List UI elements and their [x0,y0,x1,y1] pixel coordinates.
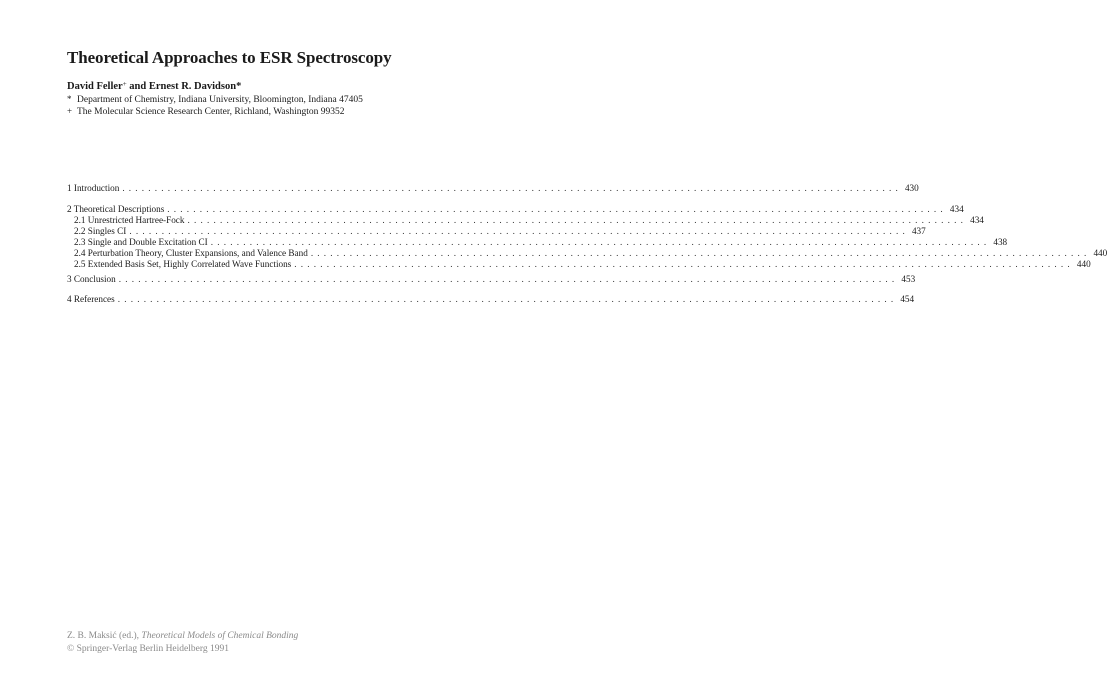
author-line [67,80,241,92]
toc-page-number: 454 [900,294,915,304]
toc-entry-label: 2.1 Unrestricted Hartree-Fock [74,215,185,225]
toc-entry-label: 4 References [67,294,115,304]
copyright-line: © Springer-Verlag Berlin Heidelberg 1991 [67,644,229,654]
book-title: Theoretical Models of Chemical Bonding [141,631,299,641]
book-editor: Z. B. Maksić (ed.), [67,631,140,641]
toc-leader-dots: ........................................................................................................................ [122,183,902,193]
affiliation [67,106,345,117]
toc-leader-dots: ........................................................................................................................ [118,274,899,284]
toc-page-number: 437 [911,226,926,236]
author-name: David Feller [67,81,123,92]
toc-entry [67,259,1091,271]
toc-entry-label: 2 Theoretical Descriptions [67,204,165,214]
toc-leader-dots: ........................................................................................................................ [167,204,947,214]
toc-entry-label: 2.3 Single and Double Excitation CI [74,237,208,247]
affiliation-mark: * [67,94,72,104]
affiliation-text: The Molecular Science Research Center, Richland, Washington 99352 [77,107,345,117]
affiliation-text: Department of Chemistry, Indiana University, Bloomington, Indiana 47405 [77,95,363,105]
toc-leader-dots: ........................................................................................................................ [129,226,909,236]
affiliation-mark: + [122,80,127,88]
toc-page-number: 440 [1093,248,1107,258]
toc-entry-label: 3 Conclusion [67,274,116,284]
toc-leader-dots: ........................................................................................................................ [310,248,1091,258]
toc-leader-dots: ........................................................................................................................ [210,237,991,247]
toc-entry [67,274,916,286]
chapter-title: Theoretical Approaches to ESR Spectroscopy [67,48,392,67]
toc-entry-label: 1 Introduction [67,183,120,193]
toc-leader-dots: ........................................................................................................................ [294,259,1074,269]
toc-page-number: 434 [970,215,984,225]
toc-page-number: 438 [993,237,1008,247]
toc-leader-dots: ........................................................................................................................ [187,215,968,225]
affiliation-mark: + [67,106,73,116]
toc-page-number: 440 [1076,259,1091,269]
affiliation [67,94,363,105]
toc-entry [67,183,919,195]
book-citation [67,631,298,641]
toc-entry [67,294,915,306]
toc-page-number: 453 [901,274,916,284]
toc-entry-label: 2.2 Singles CI [74,226,127,236]
author-conjunction: and [129,81,147,92]
toc-page-number: 434 [949,204,964,214]
toc-entry-label: 2.4 Perturbation Theory, Cluster Expansions, and Valence Band [74,248,308,258]
toc-page-number: 430 [904,183,919,193]
toc-leader-dots: ........................................................................................................................ [117,294,898,304]
author-name: Ernest R. Davidson* [148,81,242,92]
toc-entry-label: 2.5 Extended Basis Set, Highly Correlated Wave Functions [74,259,292,269]
